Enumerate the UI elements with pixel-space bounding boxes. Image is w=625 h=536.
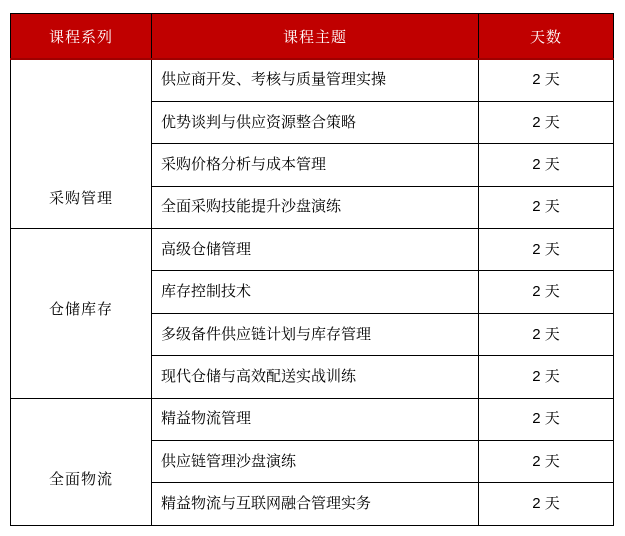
- topic-cell: 高级仓储管理: [152, 229, 479, 271]
- topic-cell: 精益物流与互联网融合管理实务: [152, 483, 479, 525]
- table-row: [11, 229, 614, 271]
- series-cell: 采购管理: [11, 59, 152, 229]
- days-cell: 2 天: [479, 356, 614, 398]
- topic-cell: 库存控制技术: [152, 271, 479, 313]
- course-schedule-table: [10, 13, 614, 526]
- days-cell: 2 天: [479, 186, 614, 228]
- header-row: [11, 14, 614, 60]
- topic-cell: 采购价格分析与成本管理: [152, 144, 479, 186]
- days-cell: 2 天: [479, 271, 614, 313]
- days-cell: 2 天: [479, 59, 614, 101]
- topic-cell: 供应商开发、考核与质量管理实操: [152, 59, 479, 101]
- series-cell: 仓储库存: [11, 229, 152, 399]
- column-header-topic: 课程主题: [152, 14, 479, 60]
- topic-cell: 精益物流管理: [152, 398, 479, 440]
- table-row: [11, 398, 614, 440]
- topic-cell: 全面采购技能提升沙盘演练: [152, 186, 479, 228]
- days-cell: 2 天: [479, 101, 614, 143]
- topic-cell: 现代仓储与高效配送实战训练: [152, 356, 479, 398]
- days-cell: 2 天: [479, 144, 614, 186]
- table-row: [11, 59, 614, 101]
- days-cell: 2 天: [479, 483, 614, 525]
- days-cell: 2 天: [479, 441, 614, 483]
- column-header-series: 课程系列: [11, 14, 152, 60]
- series-cell: 全面物流: [11, 398, 152, 525]
- days-cell: 2 天: [479, 229, 614, 271]
- days-cell: 2 天: [479, 398, 614, 440]
- topic-cell: 供应链管理沙盘演练: [152, 441, 479, 483]
- column-header-days: 天数: [479, 14, 614, 60]
- course-table-wrapper: [10, 13, 614, 526]
- days-cell: 2 天: [479, 313, 614, 355]
- topic-cell: 多级备件供应链计划与库存管理: [152, 313, 479, 355]
- topic-cell: 优势谈判与供应资源整合策略: [152, 101, 479, 143]
